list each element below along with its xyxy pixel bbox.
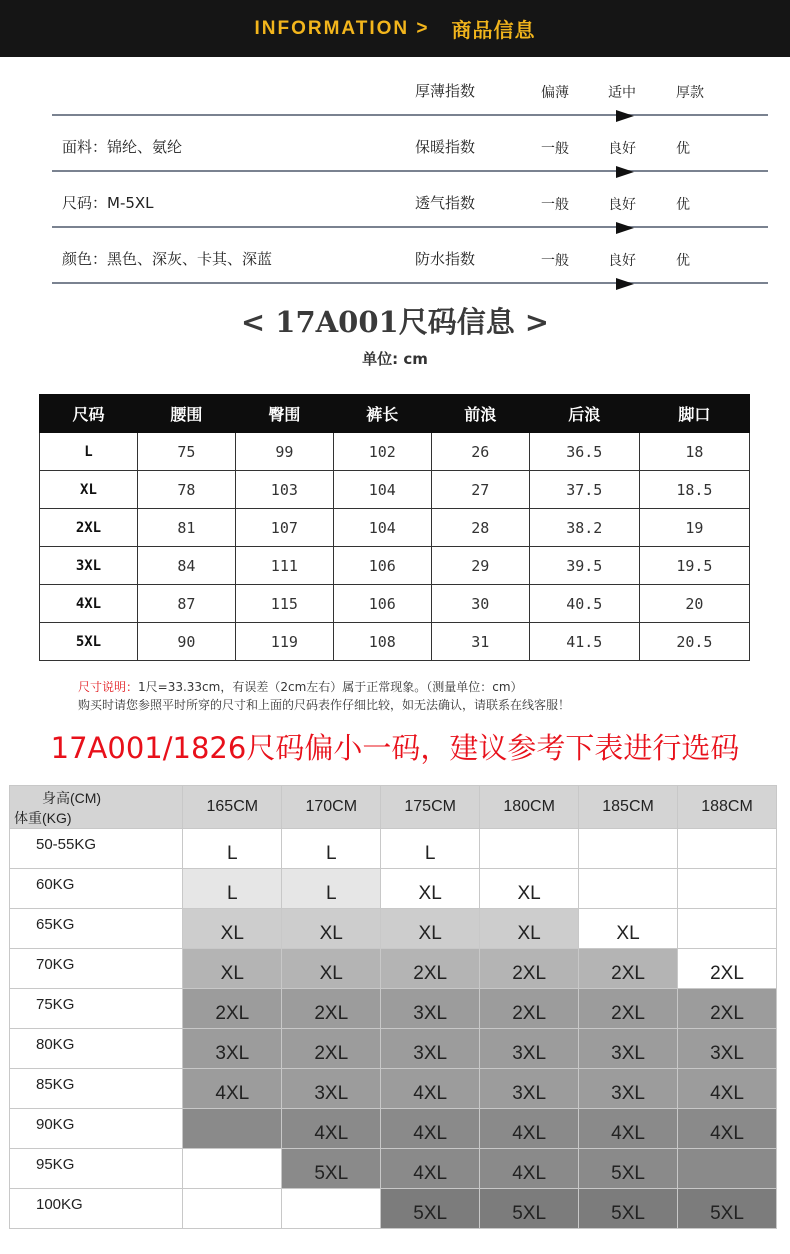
weight-label: 90KG (10, 1109, 183, 1149)
recommend-size-cell (678, 829, 777, 869)
measure-cell: 18.5 (639, 471, 749, 509)
recommend-size-cell: XL (480, 909, 579, 949)
measure-cell: 27 (431, 471, 529, 509)
recommend-size-cell: 4XL (579, 1109, 678, 1149)
recommend-size-cell: 3XL (381, 1029, 480, 1069)
measure-cell: 99 (235, 433, 333, 471)
measure-cell: 107 (235, 509, 333, 547)
recommend-title: 17A001/1826尺码偏小一码，建议参考下表进行选码 (50, 731, 740, 765)
recommend-size-cell: XL (381, 869, 480, 909)
measure-cell: 84 (137, 547, 235, 585)
recommend-size-cell: 4XL (480, 1149, 579, 1189)
recommend-row (10, 829, 777, 869)
recommend-size-cell: XL (282, 909, 381, 949)
recommend-size-cell: 3XL (579, 1029, 678, 1069)
recommend-size-cell: 2XL (381, 949, 480, 989)
measurement-row (40, 585, 750, 623)
recommend-size-cell: 2XL (282, 989, 381, 1029)
measure-cell: 29 (431, 547, 529, 585)
recommend-size-cell: XL (579, 909, 678, 949)
recommend-size-cell: 3XL (381, 989, 480, 1029)
weight-label: 60KG (10, 869, 183, 909)
measurement-row (40, 471, 750, 509)
col-header: 裤长 (333, 395, 431, 433)
measure-cell: 26 (431, 433, 529, 471)
recommend-size-cell: 3XL (480, 1029, 579, 1069)
info-row (52, 116, 768, 172)
corner-weight-label: 体重(KG) (14, 810, 72, 826)
recommend-row (10, 1189, 777, 1229)
recommend-size-cell: 3XL (678, 1029, 777, 1069)
recommend-size-cell: 4XL (381, 1109, 480, 1149)
recommend-size-cell: 3XL (480, 1069, 579, 1109)
measure-cell: 104 (333, 509, 431, 547)
weight-label: 70KG (10, 949, 183, 989)
measure-cell: 115 (235, 585, 333, 623)
height-header: 180CM (480, 786, 579, 829)
size-info-title: < 17A001尺码信息 > (240, 305, 550, 339)
info-metric-label: 透气指数 (415, 194, 476, 212)
recommend-size-cell: L (381, 829, 480, 869)
measure-cell: 106 (333, 547, 431, 585)
recommend-size-cell: XL (183, 909, 282, 949)
recommend-size-cell: 3XL (183, 1029, 282, 1069)
measure-cell: 106 (333, 585, 431, 623)
recommend-size-cell: 3XL (282, 1069, 381, 1109)
recommend-size-cell: 4XL (381, 1149, 480, 1189)
size-cell: 4XL (40, 585, 138, 623)
measurement-row (40, 547, 750, 585)
weight-label: 85KG (10, 1069, 183, 1109)
recommend-size-cell: L (183, 829, 282, 869)
size-cell: 5XL (40, 623, 138, 661)
info-divider (52, 282, 768, 284)
recommend-size-cell: 4XL (183, 1069, 282, 1109)
recommend-size-cell (579, 869, 678, 909)
measure-cell: 81 (137, 509, 235, 547)
header-en-title: INFORMATION > (254, 17, 430, 39)
info-row (52, 228, 768, 284)
info-metric-label: 防水指数 (415, 250, 476, 268)
height-header: 170CM (282, 786, 381, 829)
recommend-header-row (10, 786, 777, 829)
weight-label: 95KG (10, 1149, 183, 1189)
measure-cell: 36.5 (529, 433, 639, 471)
measure-cell: 19.5 (639, 547, 749, 585)
info-row (52, 172, 768, 228)
weight-label: 50-55KG (10, 829, 183, 869)
recommend-row (10, 909, 777, 949)
recommend-size-cell (183, 1189, 282, 1229)
recommend-size-cell: 2XL (579, 989, 678, 1029)
measurement-row (40, 623, 750, 661)
measurement-table (39, 394, 750, 661)
recommend-size-cell: 4XL (282, 1109, 381, 1149)
size-recommend-table (9, 785, 777, 1229)
weight-label: 100KG (10, 1189, 183, 1229)
information-header (0, 0, 790, 57)
info-scale-high: 优 (676, 253, 690, 269)
recommend-size-cell: 2XL (678, 989, 777, 1029)
measure-cell: 102 (333, 433, 431, 471)
info-scale-high: 优 (676, 197, 690, 213)
height-header: 175CM (381, 786, 480, 829)
recommend-row (10, 1029, 777, 1069)
measure-cell: 30 (431, 585, 529, 623)
product-info-section (52, 60, 768, 292)
weight-label: 75KG (10, 989, 183, 1029)
recommend-size-cell: 2XL (579, 949, 678, 989)
recommend-size-cell (579, 829, 678, 869)
info-scale-low: 一般 (541, 141, 569, 157)
info-scale-high: 优 (676, 141, 690, 157)
recommend-size-cell: L (282, 829, 381, 869)
recommend-size-cell: 4XL (678, 1109, 777, 1149)
recommend-size-cell (678, 909, 777, 949)
recommend-size-cell: XL (183, 949, 282, 989)
height-header: 188CM (678, 786, 777, 829)
recommend-row (10, 1109, 777, 1149)
measure-cell: 37.5 (529, 471, 639, 509)
recommend-size-cell: L (183, 869, 282, 909)
corner-header (10, 786, 183, 829)
info-scale-mid: 良好 (608, 141, 636, 157)
recommend-size-cell: 5XL (678, 1189, 777, 1229)
info-size-text: 尺码：M-5XL (62, 194, 154, 212)
recommend-row (10, 1149, 777, 1189)
info-scale-low: 偏薄 (541, 85, 569, 101)
recommend-size-cell: 5XL (282, 1149, 381, 1189)
recommend-size-cell: 4XL (381, 1069, 480, 1109)
measure-cell: 87 (137, 585, 235, 623)
recommend-size-cell (678, 1149, 777, 1189)
info-row (52, 60, 768, 116)
measure-cell: 78 (137, 471, 235, 509)
measure-cell: 41.5 (529, 623, 639, 661)
info-fabric-text: 面料：锦纶、氨纶 (62, 138, 183, 156)
info-scale-low: 一般 (541, 253, 569, 269)
size-note-label: 尺寸说明： (78, 680, 139, 694)
info-scale-mid: 适中 (608, 85, 636, 101)
size-cell: 3XL (40, 547, 138, 585)
recommend-size-cell: 3XL (579, 1069, 678, 1109)
recommend-size-cell: 2XL (282, 1029, 381, 1069)
recommend-size-cell (183, 1109, 282, 1149)
recommend-size-cell: 2XL (480, 989, 579, 1029)
indicator-arrow-icon (616, 110, 634, 122)
recommend-row (10, 869, 777, 909)
unit-label: 单位: cm (362, 350, 428, 368)
measure-cell: 39.5 (529, 547, 639, 585)
col-header: 腰围 (137, 395, 235, 433)
measure-cell: 40.5 (529, 585, 639, 623)
recommend-row (10, 989, 777, 1029)
measure-cell: 28 (431, 509, 529, 547)
recommend-size-cell: 5XL (381, 1189, 480, 1229)
size-note-line1 (78, 678, 523, 695)
recommend-size-cell: 2XL (183, 989, 282, 1029)
measure-cell: 104 (333, 471, 431, 509)
col-header: 脚口 (639, 395, 749, 433)
measure-cell: 31 (431, 623, 529, 661)
measure-cell: 90 (137, 623, 235, 661)
recommend-size-cell (480, 829, 579, 869)
measurement-row (40, 509, 750, 547)
recommend-size-cell: 4XL (678, 1069, 777, 1109)
measure-cell: 38.2 (529, 509, 639, 547)
recommend-size-cell: 2XL (678, 949, 777, 989)
info-metric-label: 厚薄指数 (415, 82, 476, 100)
size-note-line2: 购买时请您参照平时所穿的尺寸和上面的尺码表作仔细比较，如无法确认，请联系在线客服！ (78, 698, 571, 712)
measure-cell: 75 (137, 433, 235, 471)
corner-height-label: 身高(CM) (42, 790, 102, 806)
info-scale-mid: 良好 (608, 197, 636, 213)
info-scale-high: 厚款 (676, 85, 704, 101)
height-header: 185CM (579, 786, 678, 829)
recommend-size-cell: 4XL (480, 1109, 579, 1149)
measure-cell: 111 (235, 547, 333, 585)
size-cell: L (40, 433, 138, 471)
recommend-size-cell: XL (381, 909, 480, 949)
info-scale-low: 一般 (541, 197, 569, 213)
measurement-row (40, 433, 750, 471)
measure-cell: 19 (639, 509, 749, 547)
measurement-header-row (40, 395, 750, 433)
col-header: 前浪 (431, 395, 529, 433)
measure-cell: 103 (235, 471, 333, 509)
recommend-size-cell: 2XL (480, 949, 579, 989)
recommend-size-cell (678, 869, 777, 909)
measure-cell: 20.5 (639, 623, 749, 661)
measure-cell: 108 (333, 623, 431, 661)
recommend-size-cell: 5XL (480, 1189, 579, 1229)
size-note-text: 1尺=33.33cm，有误差（2cm左右）属于正常现象。（测量单位：cm） (138, 680, 523, 694)
recommend-row (10, 1069, 777, 1109)
measure-cell: 119 (235, 623, 333, 661)
col-header: 尺码 (40, 395, 138, 433)
measure-cell: 18 (639, 433, 749, 471)
recommend-size-cell: 5XL (579, 1149, 678, 1189)
info-color-text: 颜色：黑色、深灰、卡其、深蓝 (62, 250, 273, 268)
recommend-size-cell (183, 1149, 282, 1189)
info-scale-mid: 良好 (608, 253, 636, 269)
measure-cell: 20 (639, 585, 749, 623)
info-metric-label: 保暖指数 (415, 138, 476, 156)
size-cell: XL (40, 471, 138, 509)
indicator-arrow-icon (616, 278, 634, 290)
recommend-size-cell: 5XL (579, 1189, 678, 1229)
size-cell: 2XL (40, 509, 138, 547)
recommend-size-cell: XL (282, 949, 381, 989)
recommend-size-cell: XL (480, 869, 579, 909)
header-cn-title: 商品信息 (451, 18, 536, 42)
weight-label: 65KG (10, 909, 183, 949)
recommend-row (10, 949, 777, 989)
col-header: 臀围 (235, 395, 333, 433)
recommend-size-cell (282, 1189, 381, 1229)
weight-label: 80KG (10, 1029, 183, 1069)
recommend-size-cell: L (282, 869, 381, 909)
col-header: 后浪 (529, 395, 639, 433)
height-header: 165CM (183, 786, 282, 829)
